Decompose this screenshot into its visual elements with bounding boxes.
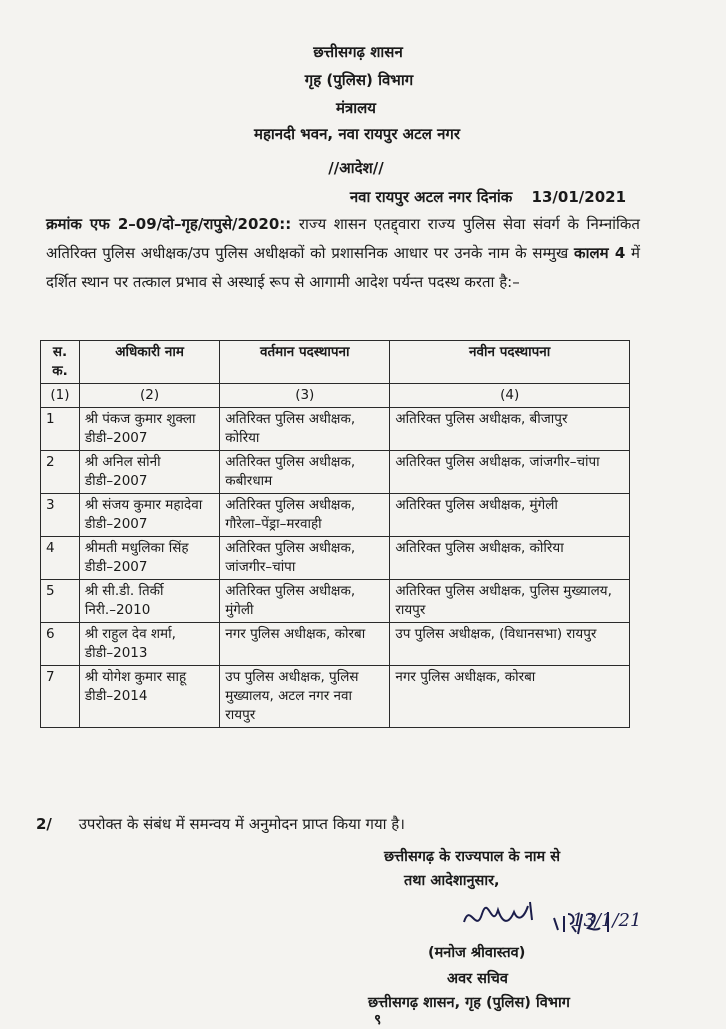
signature-date-text: 13/1/21 xyxy=(558,906,562,907)
order-number: क्रमांक एफ 2–09/दो–गृह/रापुसे/2020:: xyxy=(46,215,292,233)
order-date: 13/01/2021 xyxy=(531,188,626,206)
page-mark: ९ xyxy=(374,1012,382,1028)
row-officer-name: श्री योगेश कुमार साहू डीडी–2014 xyxy=(79,666,219,728)
signatory-designation: अवर सचिव xyxy=(447,971,508,987)
table-row xyxy=(41,451,630,494)
row-officer-name: श्री अनिल सोनी डीडी–2007 xyxy=(79,451,219,494)
row-current-posting: अतिरिक्त पुलिस अधीक्षक, मुंगेली xyxy=(220,580,390,623)
ministry-name: मंत्रालय xyxy=(335,99,376,117)
dateline xyxy=(350,187,626,207)
row-current-posting: नगर पुलिस अधीक्षक, कोरबा xyxy=(220,623,390,666)
signatory-department: छत्तीसगढ़ शासन, गृह (पुलिस) विभाग xyxy=(368,995,570,1011)
signature-line-1: छत्तीसगढ़ के राज्यपाल के नाम से xyxy=(384,849,561,865)
signature-line-2: तथा आदेशानुसार, xyxy=(404,873,500,889)
point-2 xyxy=(36,814,405,834)
row-new-posting: अतिरिक्त पुलिस अधीक्षक, बीजापुर xyxy=(390,408,630,451)
row-current-posting: अतिरिक्त पुलिस अधीक्षक, गौरेला–पेंड्रा–मरवाही xyxy=(220,494,390,537)
row-sno: 4 xyxy=(41,537,80,580)
table-header-row xyxy=(41,341,630,384)
row-officer-name: श्री संजय कुमार महादेवा डीडी–2007 xyxy=(79,494,219,537)
header-officer-name: अधिकारी नाम xyxy=(79,341,219,384)
order-paragraph xyxy=(46,210,640,297)
signatory-name: (मनोज श्रीवास्तव) xyxy=(428,945,526,961)
row-new-posting: अतिरिक्त पुलिस अधीक्षक, कोरिया xyxy=(390,537,630,580)
row-sno: 3 xyxy=(41,494,80,537)
header-new-posting: नवीन पदस्थापना xyxy=(390,341,630,384)
table-row xyxy=(41,494,630,537)
order-text-a: राज्य शासन एतद्द्वारा राज्य पुलिस सेवा संवर्ग के निम्नांकित अतिरिक्त पुलिस अधीक्षक/उप पुलिस अधीक्षकों को प्रशासनिक आधार पर उनके नाम के सम्मुख xyxy=(46,215,640,262)
row-sno: 1 xyxy=(41,408,80,451)
row-sno: 7 xyxy=(41,666,80,728)
row-sno: 6 xyxy=(41,623,80,666)
row-officer-name: श्री राहुल देव शर्मा, डीडी–2013 xyxy=(79,623,219,666)
column-number: (2) xyxy=(79,384,219,408)
header-sno: स. क. xyxy=(41,341,80,384)
header-current-posting: वर्तमान पदस्थापना xyxy=(220,341,390,384)
row-officer-name: श्री सी.डी. तिर्की निरी.–2010 xyxy=(79,580,219,623)
row-current-posting: उप पुलिस अधीक्षक, पुलिस मुख्यालय, अटल नगर नवा रायपुर xyxy=(220,666,390,728)
row-officer-name: श्री पंकज कुमार शुक्ला डीडी–2007 xyxy=(79,408,219,451)
row-officer-name: श्रीमती मधुलिका सिंह डीडी–2007 xyxy=(79,537,219,580)
column-number: (4) xyxy=(390,384,630,408)
table-row xyxy=(41,580,630,623)
row-sno: 5 xyxy=(41,580,80,623)
row-current-posting: अतिरिक्त पुलिस अधीक्षक, कबीरधाम xyxy=(220,451,390,494)
column-number-row xyxy=(41,384,630,408)
order-text-b: में दर्शित स्थान पर तत्काल प्रभाव से अस्थाई रूप से आगामी आदेश पर्यन्त पदस्थ करता है:– xyxy=(46,244,641,291)
row-new-posting: अतिरिक्त पुलिस अधीक्षक, जांजगीर–चांपा xyxy=(390,451,630,494)
row-new-posting: अतिरिक्त पुलिस अधीक्षक, पुलिस मुख्यालय, रायपुर xyxy=(390,580,630,623)
point-2-text: उपरोक्त के संबंध में समन्वय में अनुमोदन प्राप्त किया गया है। xyxy=(78,815,405,833)
row-sno: 2 xyxy=(41,451,80,494)
dateline-place: नवा रायपुर अटल नगर दिनांक xyxy=(349,188,513,206)
row-new-posting: नगर पुलिस अधीक्षक, कोरबा xyxy=(390,666,630,728)
table-row xyxy=(41,408,630,451)
row-current-posting: अतिरिक्त पुलिस अधीक्षक, कोरिया xyxy=(220,408,390,451)
govt-name: छत्तीसगढ़ शासन xyxy=(313,43,403,61)
row-new-posting: अतिरिक्त पुलिस अधीक्षक, मुंगेली xyxy=(390,494,630,537)
column-number: (3) xyxy=(220,384,390,408)
row-current-posting: अतिरिक्त पुलिस अधीक्षक, जांजगीर–चांपा xyxy=(220,537,390,580)
column-reference: कालम 4 xyxy=(574,244,626,262)
office-address: महानदी भवन, नवा रायपुर अटल नगर xyxy=(253,125,461,143)
table-row xyxy=(41,623,630,666)
row-new-posting: उप पुलिस अधीक्षक, (विधानसभा) रायपुर xyxy=(390,623,630,666)
department-name: गृह (पुलिस) विभाग xyxy=(304,71,414,89)
table-row xyxy=(41,537,630,580)
posting-table xyxy=(40,340,630,728)
column-number: (1) xyxy=(41,384,80,408)
order-title: //आदेश// xyxy=(328,159,384,177)
point-2-number: 2/ xyxy=(36,815,52,833)
signature-date: 13/1/21 xyxy=(572,910,642,931)
table-row xyxy=(41,666,630,728)
